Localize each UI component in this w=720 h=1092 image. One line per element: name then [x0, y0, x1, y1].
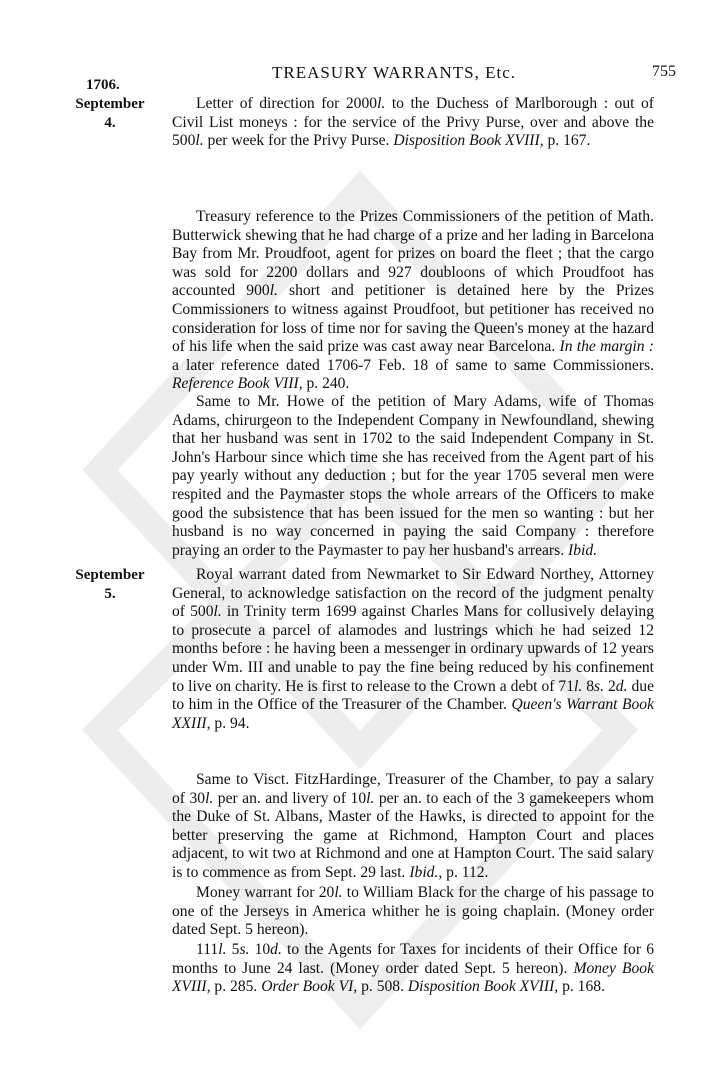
entry-agents-for-taxes: 111l. 5s. 10d. to the Agents for Taxes for incidents of their Office for 6 months to June 24 last. (Money order dated Sept. 5 hereon). Money Book XVIII, p. 285. Order Book VI, p. 508. Disposition Book XVIII, p. 168.	[172, 941, 654, 996]
source-reference: Ibid.,	[409, 863, 443, 881]
source-reference: Disposition Book XVIII,	[393, 132, 544, 150]
entry-william-black-warrant: Money warrant for 20l. to William Black for the charge of his passage to one of the Jerseys in America whither he is going chaplain. (Money order dated Sept. 5 hereon).	[172, 884, 654, 939]
date-label-sept-4	[62, 95, 158, 133]
source-reference: Order Book VI,	[261, 978, 358, 996]
source-reference: Ibid.	[568, 541, 598, 559]
margin-note-label: In the margin :	[559, 338, 654, 356]
date-label-sept-5	[62, 566, 158, 604]
entry-butterwick-petition: Treasury reference to the Prizes Commissioners of the petition of Math. Butterwick shewing that he had charge of a prize and her lading in Barcelona Bay from Mr. Proudfoot, agent for prizes on board the fleet ; that the cargo was sold for 2200 dollars and 927 doubloons of which Proudfoot has accounted 900l. short and petitioner is detained here by the Prizes Commissioners to witness against Proudfoot, but petitioner has received no consideration for loss of time nor for saving the Queen's money at the hazard of his life when the said prize was cast away near Barcelona. In the margin : a later reference dated 1706-7 Feb. 18 of same to same Commissioners. Reference Book VIII, p. 240.	[172, 208, 654, 393]
source-reference: Money Book XVIII,	[172, 959, 654, 996]
source-reference: Disposition Book XVIII,	[407, 978, 559, 996]
date-month: September	[75, 567, 145, 583]
entry-fitzhardinge-salary: Same to Visct. FitzHardinge, Treasurer of the Chamber, to pay a salary of 30l. per an. and livery of 10l. per an. to each of the 3 gamekeepers whom the Duke of St. Albans, Master of the Hawks, is directed to appoint for the better preserving the game at Richmond, Hampton Court and places adjacent, to wit two at Richmond and one at Hampton Court. The said salary is to commence as from Sept. 29 last. Ibid., p. 112.	[172, 771, 655, 881]
date-month: September	[75, 96, 145, 112]
date-day: 4.	[104, 115, 116, 131]
year-label: 1706.	[86, 77, 120, 93]
page-number: 755	[652, 63, 676, 80]
running-header-title: TREASURY WARRANTS, Etc.	[272, 63, 517, 82]
source-reference: Reference Book VIII,	[172, 375, 303, 393]
source-reference: Queen's Warrant Book XXIII,	[172, 696, 655, 732]
entry-marlborough-letter: Letter of direction for 2000l. to the Duchess of Marlborough : out of Civil List moneys : for the service of the Privy Purse, over and above the 500l. per week for the Privy Purse. Disposition Book XVIII, p. 167.	[172, 95, 654, 150]
date-day: 5.	[104, 586, 116, 602]
entry-mary-adams-petition: Same to Mr. Howe of the petition of Mary Adams, wife of Thomas Adams, chirurgeon to the Independent Company in Newfoundland, shewing that her husband was sent in 1702 to the said Independent Company in St. John's Harbour since which time she has received from the Agent part of his pay yearly without any deduction ; but for the year 1705 several men were respited and the Paymaster stops the whole arrears of the Officers to make good the subsistence that has been issued for the men so wanting : but her husband is no way concerned in paying the said Company : therefore praying an order to the Paymaster to pay her husband's arrears. Ibid.	[172, 393, 654, 559]
entry-royal-warrant-northey: Royal warrant dated from Newmarket to Sir Edward Northey, Attorney General, to acknowledge satisfaction on the record of the judgment penalty of 500l. in Trinity term 1699 against Charles Mans for collusively delaying to prosecute a parcel of alamodes and lustrings which he had seized 12 months before : he having been a messenger in ordinary upwards of 12 years under Wm. III and unable to pay the fine being reduced by his confinement to live on charity. He is first to release to the Crown a debt of 71l. 8s. 2d. due to him in the Office of the Treasurer of the Chamber. Queen's Warrant Book XXIII, p. 94.	[172, 566, 655, 732]
